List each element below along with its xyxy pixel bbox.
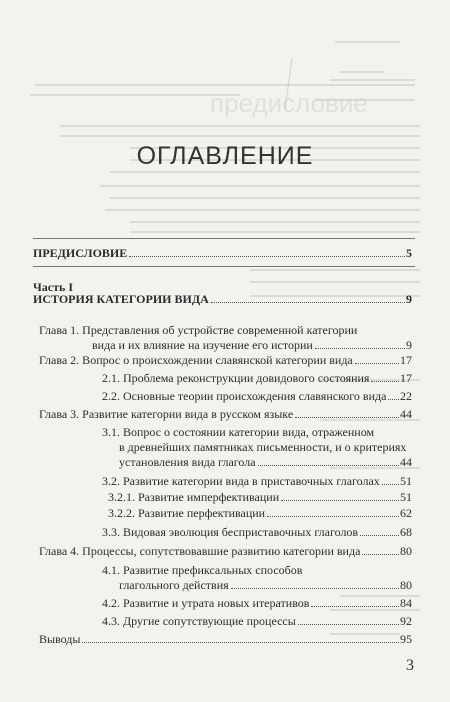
toc-section-3-1 — [102, 425, 412, 470]
section-4-1-page: 80 — [400, 578, 412, 592]
chapter-1-line2: вида и их влияние на изучение его истории — [92, 338, 313, 352]
preface-page: 5 — [406, 246, 412, 260]
section-3-2-1-label: 3.2.1. Развитие имперфективации — [108, 490, 280, 504]
leader-dots — [267, 516, 399, 517]
leader-dots — [311, 606, 399, 607]
page-title: ОГЛАВЛЕНИЕ — [136, 142, 314, 170]
leader-dots — [129, 256, 405, 257]
conclusions-label: Выводы — [39, 632, 81, 646]
svg-text:предисловие: предисловие — [210, 88, 368, 118]
leader-dots — [295, 417, 399, 418]
leader-dots — [281, 500, 399, 501]
part-label: ИСТОРИЯ КАТЕГОРИИ ВИДА — [33, 292, 209, 306]
section-3-2-1-page: 51 — [400, 490, 412, 504]
leader-dots — [371, 381, 399, 382]
toc-section-4-2 — [102, 596, 412, 611]
leader-dots — [388, 399, 399, 400]
section-3-2-label: 3.2. Развитие категории вида в приставочных глаголах — [102, 474, 380, 488]
conclusions-page: 95 — [400, 632, 412, 646]
section-4-1-line1: 4.1. Развитие префиксальных способов — [102, 563, 303, 577]
leader-dots — [362, 554, 399, 555]
section-3-2-2-page: 62 — [400, 506, 412, 520]
toc-section-3-2-2 — [108, 506, 412, 521]
section-2-1-label: 2.1. Проблема реконструкции довидового состояния — [102, 371, 370, 385]
chapter-4-label: Глава 4. Процессы, сопутствовавшие развитию категории вида — [39, 544, 361, 558]
chapter-3-label: Глава 3. Развитие категории вида в русском языке — [39, 407, 294, 421]
leader-dots — [231, 588, 399, 589]
toc-chapter-4 — [39, 544, 412, 559]
chapter-2-page: 17 — [400, 353, 412, 367]
leader-dots — [360, 535, 399, 536]
section-4-3-label: 4.3. Другие сопутствующие процессы — [102, 614, 296, 628]
chapter-1-line1: Глава 1. Представления об устройстве современной категории — [39, 323, 358, 337]
toc-section-4-1 — [102, 563, 412, 593]
leader-dots — [82, 642, 399, 643]
toc-preface — [33, 246, 412, 261]
section-3-2-page: 51 — [400, 474, 412, 488]
section-3-2-2-label: 3.2.2. Развитие перфективации — [108, 506, 266, 520]
section-4-3-page: 92 — [400, 614, 412, 628]
section-3-1-page: 44 — [400, 455, 412, 469]
toc-section-2-2 — [102, 389, 412, 404]
section-3-1-line2: в древнейших памятниках письменности, и о критериях — [119, 440, 407, 454]
toc-section-3-2 — [102, 474, 412, 489]
toc-section-2-1 — [102, 371, 412, 386]
section-2-2-page: 22 — [400, 389, 412, 403]
part-page: 9 — [406, 292, 412, 306]
toc-chapter-1 — [39, 323, 412, 353]
section-3-3-page: 68 — [400, 525, 412, 539]
part-number: Часть I — [33, 280, 74, 294]
toc-section-4-3 — [102, 614, 412, 629]
section-3-1-line3: установления вида глагола — [119, 455, 256, 469]
toc-conclusions — [39, 632, 412, 647]
leader-dots — [298, 624, 399, 625]
toc-part-one — [33, 292, 412, 307]
chapter-3-page: 44 — [400, 407, 412, 421]
section-4-1-line2: глагольного действия — [119, 578, 229, 592]
leader-dots — [315, 348, 405, 349]
leader-dots — [355, 363, 399, 364]
chapter-1-page: 9 — [406, 338, 412, 352]
leader-dots — [382, 484, 399, 485]
leader-dots — [211, 302, 405, 303]
toc-chapter-2 — [39, 353, 412, 368]
section-4-2-label: 4.2. Развитие и утрата новых итеративов — [102, 596, 310, 610]
page-number: 3 — [406, 657, 414, 674]
toc-section-3-2-1 — [108, 490, 412, 505]
section-3-1-line1: 3.1. Вопрос о состоянии категории вида, отраженном — [102, 425, 375, 439]
toc-section-3-3 — [102, 525, 412, 540]
toc-chapter-3 — [39, 407, 412, 422]
chapter-4-page: 80 — [400, 544, 412, 558]
chapter-2-label: Глава 2. Вопрос о происхождении славянской категории вида — [39, 353, 353, 367]
preface-label: ПРЕДИСЛОВИЕ — [33, 246, 128, 260]
section-4-2-page: 84 — [400, 596, 412, 610]
section-3-3-label: 3.3. Видовая эволюция бесприставочных глаголов — [102, 525, 359, 539]
leader-dots — [258, 465, 399, 466]
bottom-divider — [33, 266, 415, 267]
section-2-2-label: 2.2. Основные теории происхождения славянского вида — [102, 389, 387, 403]
section-2-1-page: 17 — [400, 371, 412, 385]
top-divider — [33, 238, 415, 239]
